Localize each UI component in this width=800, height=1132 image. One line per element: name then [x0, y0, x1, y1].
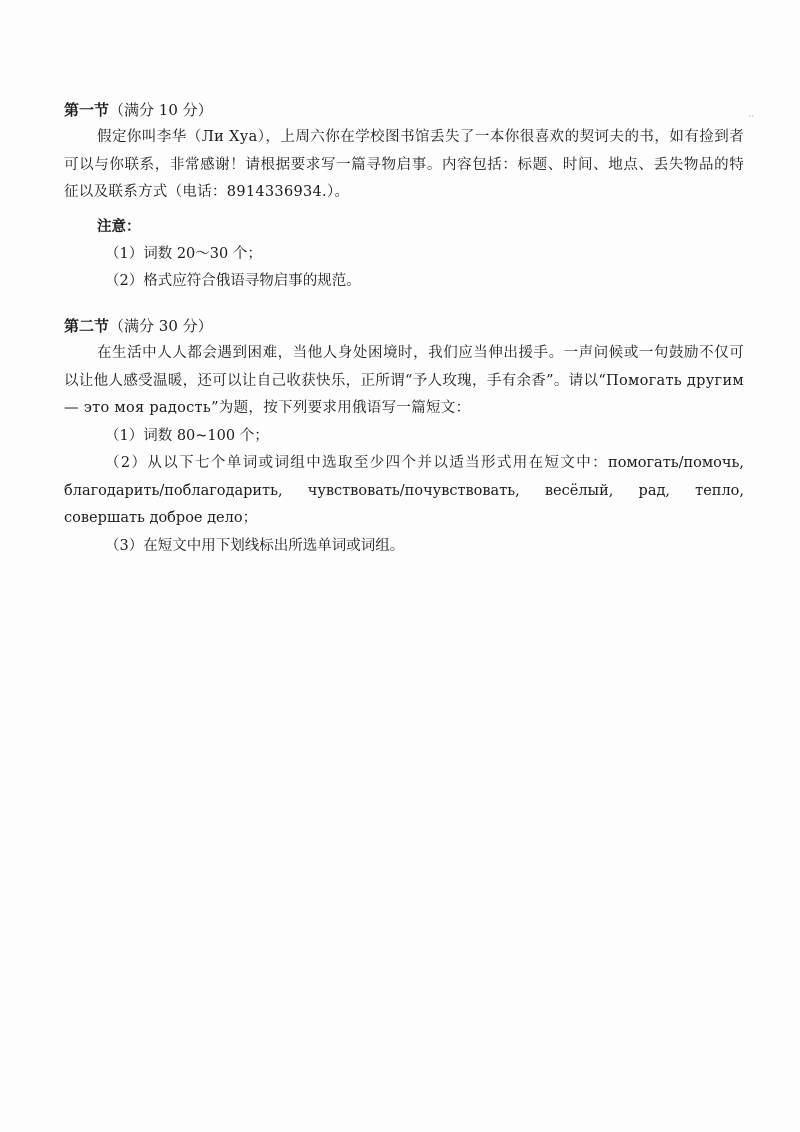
- section-2: [64, 312, 744, 560]
- section-1-note-2: （2）格式应符合俄语寻物启事的规范。: [105, 273, 361, 289]
- section-2-score: （满分 30 分）: [109, 317, 213, 335]
- section-1-note-heading: 注意：: [97, 217, 141, 235]
- scan-speck: ⋅⋅: [748, 112, 755, 122]
- section-1-note-1: （1）词数 20～30 个；: [105, 245, 262, 262]
- section-2-requirement-1: （1）词数 80~100 个；: [105, 427, 269, 444]
- section-2-prompt: 在生活中人人都会遇到困难，当他人身处困境时，我们应当伸出援手。一声问候或一句鼓励不仅可以让他人感受温暖，还可以让自己收获快乐，正所谓“予人玫瑰，手有余香”。请以“Помогать другим — это моя радость”为题，按下列要求用俄语写一篇短文：: [64, 345, 744, 416]
- section-2-title: 第二节: [64, 317, 110, 335]
- section-1-heading: [64, 96, 744, 124]
- section-1-prompt: 假定你叫李华（Ли Хуа），上周六你在学校图书馆丢失了一本你很喜欢的契诃夫的书，如有捡到者可以与你联系，非常感谢！请根据要求写一篇寻物启事。内容包括：标题、时间、地点、丢失物品的特征以及联系方式（电话：8914336934.）。: [64, 129, 744, 200]
- section-1-score: （满分 10 分）: [109, 101, 213, 119]
- section-2-requirement-3: （3）在短文中用下划线标出所选单词或词组。: [105, 537, 405, 554]
- section-1-title: 第一节: [64, 101, 110, 119]
- section-2-requirement-2: （2）从以下七个单词或词组中选取至少四个并以适当形式用在短文中：помогать/помочь, благодарить/поблагодарить, чувствовать/почувствовать, весёлый, рад, тепло, совершать доброе дело；: [64, 455, 744, 526]
- section-2-heading: [64, 312, 744, 340]
- section-1: [64, 96, 744, 296]
